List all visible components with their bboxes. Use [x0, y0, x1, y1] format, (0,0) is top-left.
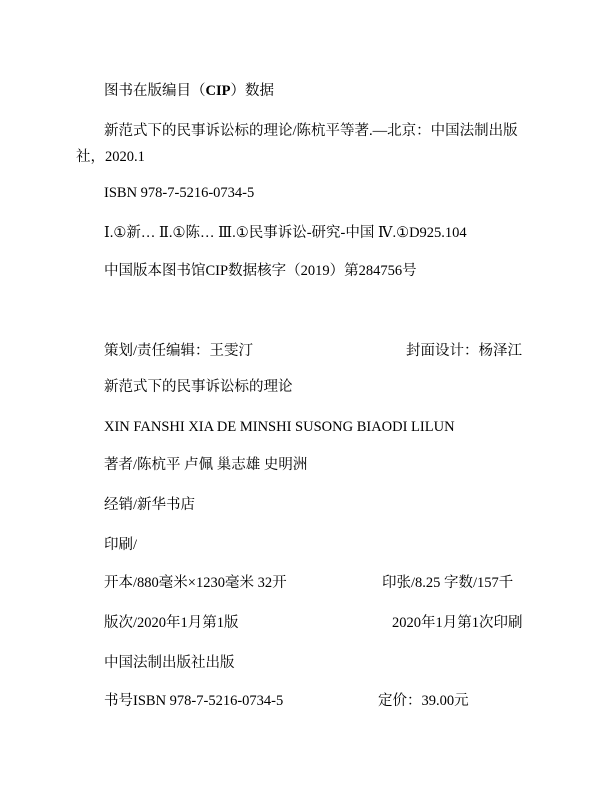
book-title-cn: 新范式下的民事诉讼标的理论 — [104, 379, 293, 395]
editor-credit: 策划/责任编辑：王雯汀 — [104, 343, 254, 359]
cover-design-credit: 封面设计：杨泽江 — [406, 343, 522, 359]
printer: 印刷/ — [104, 537, 138, 553]
cip-heading-prefix: 图书在版编目（ — [104, 83, 206, 99]
book-number: 书号ISBN 978-7-5216-0734-5 — [104, 693, 284, 709]
cip-heading — [104, 82, 274, 101]
cip-book-line-2: 社，2020.1 — [76, 149, 145, 165]
book-format: 开本/880毫米×1230毫米 32开 — [104, 575, 287, 591]
authors-credit: 著者/陈杭平 卢佩 巢志雄 史明洲 — [104, 457, 308, 473]
printing: 2020年1月第1次印刷 — [392, 615, 523, 631]
cip-record-number: 中国版本图书馆CIP数据核字（2019）第284756号 — [104, 263, 417, 279]
publisher: 中国法制出版社出版 — [104, 655, 235, 671]
cip-heading-bold: CIP — [205, 83, 231, 99]
sheets-and-words: 印张/8.25 字数/157千 — [382, 575, 514, 591]
cip-isbn: ISBN 978-7-5216-0734-5 — [104, 185, 255, 201]
book-title-pinyin: XIN FANSHI XIA DE MINSHI SUSONG BIAODI LILUN — [104, 419, 455, 435]
cip-heading-suffix: ）数据 — [230, 83, 274, 99]
distributor: 经销/新华书店 — [104, 497, 196, 513]
edition: 版次/2020年1月第1版 — [104, 615, 239, 631]
cip-classification: Ⅰ.①新… Ⅱ.①陈… Ⅲ.①民事诉讼-研究-中国 Ⅳ.①D925.104 — [104, 225, 467, 241]
price: 定价：39.00元 — [378, 693, 469, 709]
cip-book-line-1: 新范式下的民事诉讼标的理论/陈杭平等著.—北京：中国法制出版 — [104, 123, 518, 139]
